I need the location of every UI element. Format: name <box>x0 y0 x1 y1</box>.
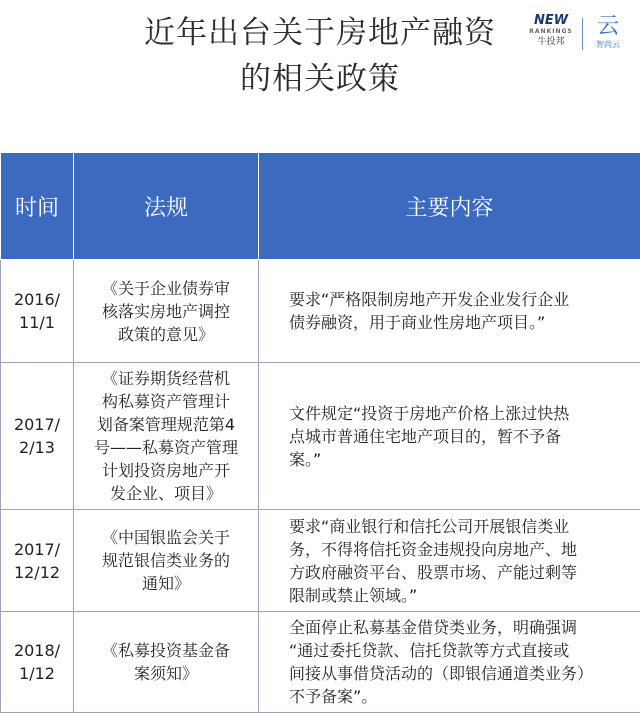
time-line: 12/12 <box>1 561 73 584</box>
content-line: 方政府融资平台、股票市场、产能过剩等 <box>289 561 630 584</box>
brand-logos <box>528 14 628 54</box>
cell-law <box>74 260 259 363</box>
law-line: 《证券期货经营机 <box>80 367 252 390</box>
time-line: 2017/ <box>1 538 73 561</box>
logo-new-sub: RANKINGS <box>528 28 574 36</box>
content-line: 点城市普通住宅地产项目的，暂不予备 <box>289 425 630 448</box>
law-line: 《中国银监会关于 <box>80 526 252 549</box>
logo-divider <box>582 18 583 50</box>
cell-time <box>1 363 74 510</box>
title-line-2: 的相关政策 <box>0 56 640 102</box>
law-line: 《私募投资基金备 <box>80 639 252 662</box>
header-law: 法规 <box>74 153 259 260</box>
law-line: 构私募资产管理计 <box>80 390 252 413</box>
cloud-logo-glyph: 云 <box>590 14 626 40</box>
content-line: 不予备案”。 <box>289 685 630 708</box>
cloud-logo-label: 智尚云 <box>590 40 626 50</box>
content-line: 间接从事借贷活动的（即银信通道类业务） <box>289 662 630 685</box>
time-line: 2016/ <box>1 288 73 311</box>
content-line: 限制或禁止领域。” <box>289 584 630 607</box>
cell-time <box>1 260 74 363</box>
cell-content <box>259 363 640 510</box>
law-line: 政策的意见》 <box>80 323 252 346</box>
cell-time <box>1 510 74 612</box>
law-line: 划备案管理规范第4 <box>80 413 252 436</box>
new-rankings-logo <box>528 14 574 48</box>
cell-law <box>74 510 259 612</box>
content-line: 案。” <box>289 448 630 471</box>
law-line: 号——私募资产管理 <box>80 436 252 459</box>
law-line: 通知》 <box>80 572 252 595</box>
content-line: “通过委托贷款、信托贷款等方式直接或 <box>289 639 630 662</box>
cell-content <box>259 612 640 713</box>
logo-brand-name: 牛投邦 <box>528 36 574 48</box>
time-line: 1/12 <box>1 662 73 685</box>
content-line: 全面停止私募基金借贷类业务，明确强调 <box>289 616 630 639</box>
content-line: 要求“商业银行和信托公司开展银信类业 <box>289 515 630 538</box>
cell-law <box>74 612 259 713</box>
law-line: 《关于企业债券审 <box>80 277 252 300</box>
content-line: 债券融资，用于商业性房地产项目。” <box>289 311 630 334</box>
law-line: 规范银信类业务的 <box>80 549 252 572</box>
title-line-1: 近年出台关于房地产融资 <box>0 10 640 56</box>
cloud-logo <box>590 14 626 50</box>
content-line: 务，不得将信托资金违规投向房地产、地 <box>289 538 630 561</box>
law-line: 发企业、项目》 <box>80 482 252 505</box>
cell-content <box>259 510 640 612</box>
cell-time <box>1 612 74 713</box>
cell-law <box>74 363 259 510</box>
table-row <box>1 260 640 363</box>
table-row <box>1 612 640 713</box>
time-line: 2017/ <box>1 413 73 436</box>
table-row <box>1 363 640 510</box>
time-line: 11/1 <box>1 311 73 334</box>
header-time: 时间 <box>1 153 74 260</box>
header-content: 主要内容 <box>259 153 640 260</box>
law-line: 核落实房地产调控 <box>80 300 252 323</box>
cell-content <box>259 260 640 363</box>
table-row <box>1 510 640 612</box>
table-header-row <box>1 153 640 260</box>
law-line: 计划投资房地产开 <box>80 459 252 482</box>
time-line: 2/13 <box>1 436 73 459</box>
law-line: 案须知》 <box>80 662 252 685</box>
content-line: 要求“严格限制房地产开发企业发行企业 <box>289 288 630 311</box>
content-line: 文件规定“投资于房地产价格上涨过快热 <box>289 402 630 425</box>
time-line: 2018/ <box>1 639 73 662</box>
logo-new-text: NEW <box>528 14 574 28</box>
policy-table <box>0 152 640 713</box>
